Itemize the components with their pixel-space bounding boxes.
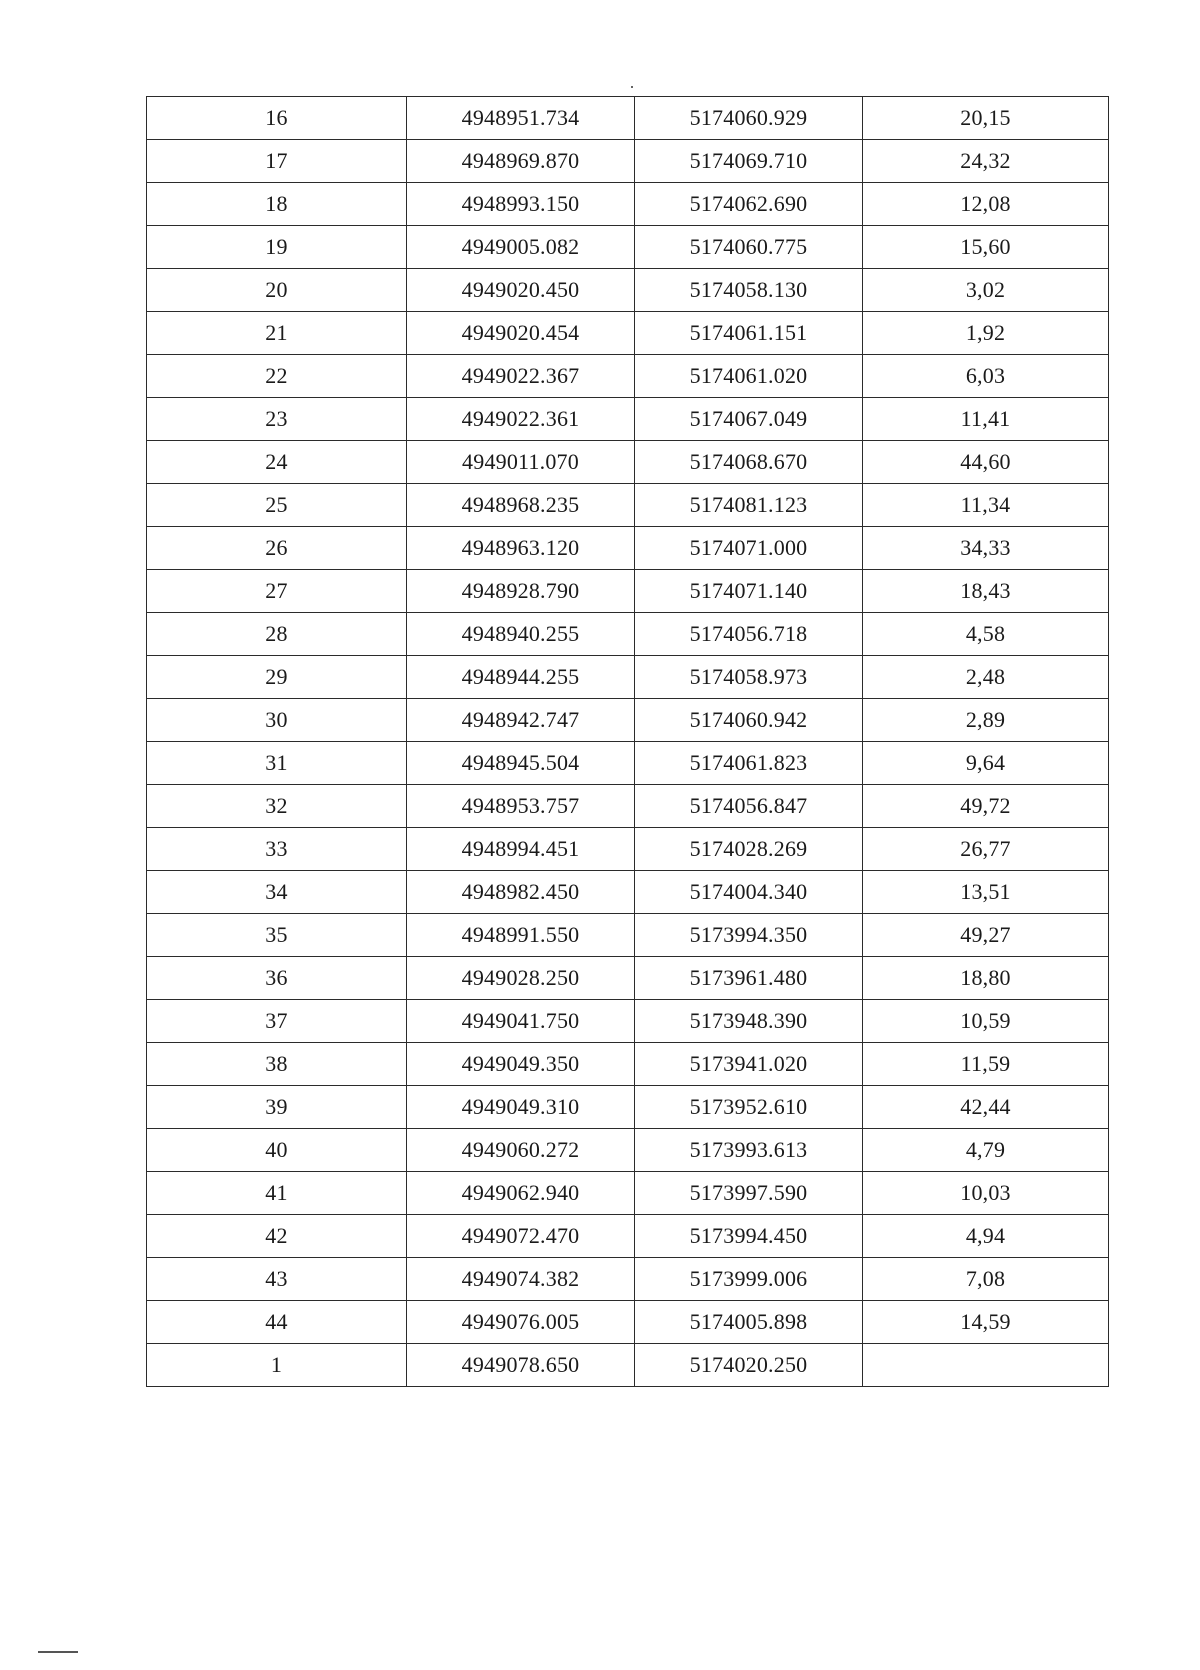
y-coordinate-cell: 5174056.718: [635, 613, 863, 656]
table-row: [147, 441, 1109, 484]
table-row: [147, 140, 1109, 183]
distance-cell: 9,64: [863, 742, 1109, 785]
x-coordinate-cell: 4949060.272: [407, 1129, 635, 1172]
x-coordinate-cell: 4949074.382: [407, 1258, 635, 1301]
y-coordinate-cell: 5174060.929: [635, 97, 863, 140]
table-row: [147, 1215, 1109, 1258]
point-number-cell: 20: [147, 269, 407, 312]
distance-cell: 34,33: [863, 527, 1109, 570]
x-coordinate-cell: 4949020.454: [407, 312, 635, 355]
distance-cell: 42,44: [863, 1086, 1109, 1129]
y-coordinate-cell: 5174058.973: [635, 656, 863, 699]
x-coordinate-cell: 4949049.310: [407, 1086, 635, 1129]
y-coordinate-cell: 5174058.130: [635, 269, 863, 312]
point-number-cell: 22: [147, 355, 407, 398]
point-number-cell: 26: [147, 527, 407, 570]
y-coordinate-cell: 5173952.610: [635, 1086, 863, 1129]
distance-cell: 49,72: [863, 785, 1109, 828]
point-number-cell: 39: [147, 1086, 407, 1129]
y-coordinate-cell: 5173941.020: [635, 1043, 863, 1086]
point-number-cell: 41: [147, 1172, 407, 1215]
point-number-cell: 29: [147, 656, 407, 699]
page-footer-mark: [38, 1651, 78, 1653]
x-coordinate-cell: 4948994.451: [407, 828, 635, 871]
table-row: [147, 742, 1109, 785]
distance-cell: 10,59: [863, 1000, 1109, 1043]
coordinates-table-body: [147, 97, 1109, 1387]
x-coordinate-cell: 4949062.940: [407, 1172, 635, 1215]
table-row: [147, 398, 1109, 441]
table-row: [147, 699, 1109, 742]
point-number-cell: 42: [147, 1215, 407, 1258]
table-row: [147, 1258, 1109, 1301]
x-coordinate-cell: 4948993.150: [407, 183, 635, 226]
x-coordinate-cell: 4949022.361: [407, 398, 635, 441]
table-row: [147, 656, 1109, 699]
point-number-cell: 35: [147, 914, 407, 957]
table-row: [147, 570, 1109, 613]
table-row: [147, 1344, 1109, 1387]
y-coordinate-cell: 5174061.020: [635, 355, 863, 398]
point-number-cell: 1: [147, 1344, 407, 1387]
table-row: [147, 1086, 1109, 1129]
table-row: [147, 355, 1109, 398]
distance-cell: 24,32: [863, 140, 1109, 183]
point-number-cell: 23: [147, 398, 407, 441]
point-number-cell: 27: [147, 570, 407, 613]
x-coordinate-cell: 4949078.650: [407, 1344, 635, 1387]
distance-cell: 20,15: [863, 97, 1109, 140]
distance-cell: 4,58: [863, 613, 1109, 656]
distance-cell: 4,79: [863, 1129, 1109, 1172]
point-number-cell: 25: [147, 484, 407, 527]
y-coordinate-cell: 5174060.775: [635, 226, 863, 269]
table-row: [147, 183, 1109, 226]
point-number-cell: 37: [147, 1000, 407, 1043]
point-number-cell: 16: [147, 97, 407, 140]
y-coordinate-cell: 5174071.140: [635, 570, 863, 613]
distance-cell: 26,77: [863, 828, 1109, 871]
table-row: [147, 1301, 1109, 1344]
distance-cell: 44,60: [863, 441, 1109, 484]
y-coordinate-cell: 5174067.049: [635, 398, 863, 441]
y-coordinate-cell: 5174081.123: [635, 484, 863, 527]
x-coordinate-cell: 4949022.367: [407, 355, 635, 398]
y-coordinate-cell: 5173999.006: [635, 1258, 863, 1301]
distance-cell: 1,92: [863, 312, 1109, 355]
table-row: [147, 1129, 1109, 1172]
x-coordinate-cell: 4948968.235: [407, 484, 635, 527]
distance-cell: 11,41: [863, 398, 1109, 441]
table-row: [147, 226, 1109, 269]
y-coordinate-cell: 5174068.670: [635, 441, 863, 484]
table-row: [147, 914, 1109, 957]
distance-cell: 2,89: [863, 699, 1109, 742]
y-coordinate-cell: 5174056.847: [635, 785, 863, 828]
distance-cell: 6,03: [863, 355, 1109, 398]
point-number-cell: 31: [147, 742, 407, 785]
distance-cell: 18,80: [863, 957, 1109, 1000]
table-row: [147, 1000, 1109, 1043]
point-number-cell: 28: [147, 613, 407, 656]
distance-cell: 11,59: [863, 1043, 1109, 1086]
x-coordinate-cell: 4948951.734: [407, 97, 635, 140]
point-number-cell: 18: [147, 183, 407, 226]
x-coordinate-cell: 4948944.255: [407, 656, 635, 699]
point-number-cell: 34: [147, 871, 407, 914]
point-number-cell: 43: [147, 1258, 407, 1301]
x-coordinate-cell: 4948963.120: [407, 527, 635, 570]
y-coordinate-cell: 5174060.942: [635, 699, 863, 742]
distance-cell: 2,48: [863, 656, 1109, 699]
table-row: [147, 97, 1109, 140]
table-row: [147, 484, 1109, 527]
point-number-cell: 33: [147, 828, 407, 871]
y-coordinate-cell: 5174005.898: [635, 1301, 863, 1344]
y-coordinate-cell: 5174071.000: [635, 527, 863, 570]
x-coordinate-cell: 4949072.470: [407, 1215, 635, 1258]
distance-cell: 13,51: [863, 871, 1109, 914]
x-coordinate-cell: 4949011.070: [407, 441, 635, 484]
y-coordinate-cell: 5173997.590: [635, 1172, 863, 1215]
distance-cell: 49,27: [863, 914, 1109, 957]
distance-cell: 10,03: [863, 1172, 1109, 1215]
y-coordinate-cell: 5174062.690: [635, 183, 863, 226]
distance-cell: 12,08: [863, 183, 1109, 226]
x-coordinate-cell: 4948940.255: [407, 613, 635, 656]
x-coordinate-cell: 4949028.250: [407, 957, 635, 1000]
x-coordinate-cell: 4949049.350: [407, 1043, 635, 1086]
point-number-cell: 38: [147, 1043, 407, 1086]
table-row: [147, 269, 1109, 312]
table-row: [147, 312, 1109, 355]
y-coordinate-cell: 5174028.269: [635, 828, 863, 871]
table-row: [147, 527, 1109, 570]
x-coordinate-cell: 4948942.747: [407, 699, 635, 742]
table-row: [147, 828, 1109, 871]
x-coordinate-cell: 4948953.757: [407, 785, 635, 828]
point-number-cell: 40: [147, 1129, 407, 1172]
distance-cell: 11,34: [863, 484, 1109, 527]
table-row: [147, 785, 1109, 828]
distance-cell: 4,94: [863, 1215, 1109, 1258]
distance-cell: 15,60: [863, 226, 1109, 269]
table-row: [147, 871, 1109, 914]
point-number-cell: 19: [147, 226, 407, 269]
y-coordinate-cell: 5174061.151: [635, 312, 863, 355]
x-coordinate-cell: 4948991.550: [407, 914, 635, 957]
point-number-cell: 24: [147, 441, 407, 484]
table-row: [147, 957, 1109, 1000]
x-coordinate-cell: 4949020.450: [407, 269, 635, 312]
coordinates-table: [146, 96, 1109, 1387]
x-coordinate-cell: 4948928.790: [407, 570, 635, 613]
y-coordinate-cell: 5174020.250: [635, 1344, 863, 1387]
y-coordinate-cell: 5173948.390: [635, 1000, 863, 1043]
scan-speck: [631, 86, 633, 88]
point-number-cell: 17: [147, 140, 407, 183]
point-number-cell: 44: [147, 1301, 407, 1344]
point-number-cell: 32: [147, 785, 407, 828]
x-coordinate-cell: 4949005.082: [407, 226, 635, 269]
y-coordinate-cell: 5174004.340: [635, 871, 863, 914]
y-coordinate-cell: 5173994.450: [635, 1215, 863, 1258]
distance-cell: 14,59: [863, 1301, 1109, 1344]
x-coordinate-cell: 4948969.870: [407, 140, 635, 183]
table-row: [147, 1172, 1109, 1215]
point-number-cell: 36: [147, 957, 407, 1000]
point-number-cell: 30: [147, 699, 407, 742]
x-coordinate-cell: 4948982.450: [407, 871, 635, 914]
x-coordinate-cell: 4949041.750: [407, 1000, 635, 1043]
y-coordinate-cell: 5173961.480: [635, 957, 863, 1000]
table-row: [147, 1043, 1109, 1086]
distance-cell: 18,43: [863, 570, 1109, 613]
point-number-cell: 21: [147, 312, 407, 355]
x-coordinate-cell: 4949076.005: [407, 1301, 635, 1344]
table-row: [147, 613, 1109, 656]
distance-cell: 3,02: [863, 269, 1109, 312]
distance-cell: [863, 1344, 1109, 1387]
y-coordinate-cell: 5174069.710: [635, 140, 863, 183]
x-coordinate-cell: 4948945.504: [407, 742, 635, 785]
distance-cell: 7,08: [863, 1258, 1109, 1301]
y-coordinate-cell: 5174061.823: [635, 742, 863, 785]
y-coordinate-cell: 5173994.350: [635, 914, 863, 957]
y-coordinate-cell: 5173993.613: [635, 1129, 863, 1172]
